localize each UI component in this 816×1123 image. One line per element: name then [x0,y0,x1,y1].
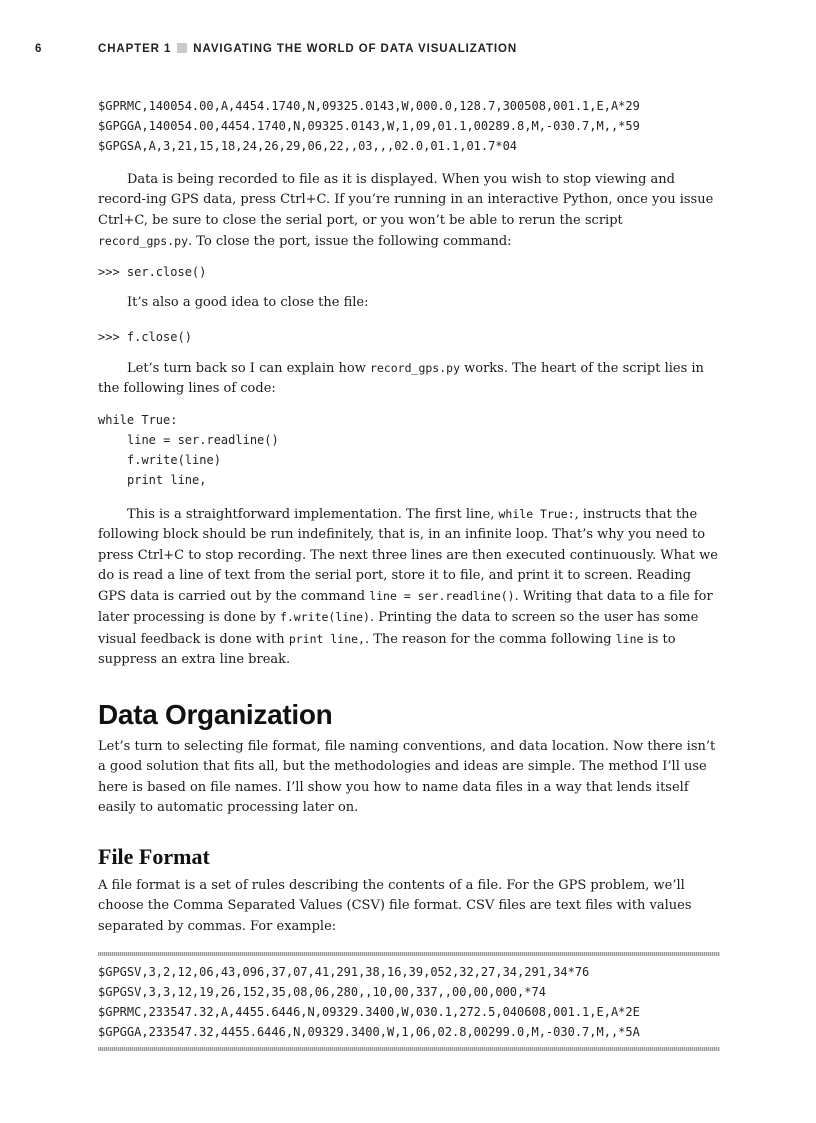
code-block-top-rule [98,952,720,956]
inline-code: record_gps.py [369,361,460,375]
page-number: 6 [35,43,43,55]
code-line: f.write(line) [127,453,221,467]
paragraph-implementation: This is a straightforward implementation. The first line, while True:, instructs that the following block should be run indefinitely, that is, in an infinite loop. That’s why you need to press Ctrl+C to stop recording. The next three lines are then executed continuously. What we do is read a line of text from the serial port, store it to file, and print it to screen. Reading GPS data is carried out by the command line = ser.readline(). Writing that data to a file for later processing is done by f.write(line). Printing the data to screen so the user has some visual feedback is done with print line,. The reason for the comma following line is to suppress an extra line break. [98,507,718,668]
code-line: $GPGSV,3,3,12,19,26,152,35,08,06,280,,10,00,337,,00,00,000,*74 [98,985,546,999]
loop-code-block [98,410,279,490]
code-line: $GPGSA,A,3,21,15,18,24,26,29,06,22,,03,,,02.0,01.1,01.7*04 [98,139,518,153]
command-close-serial: >>> ser.close() [98,265,207,279]
chapter-title: NAVIGATING THE WORLD OF DATA VISUALIZATION [193,43,518,55]
code-line: $GPRMC,233547.32,A,4455.6446,N,09329.3400,W,030.1,272.5,040608,001.1,E,A*2E [98,1005,640,1019]
paragraph-file-format: A file format is a set of rules describing the contents of a file. For the GPS problem, we’ll choose the Comma Separated Values (CSV) file format. CSV files are text files with values separated by commas. For example: [98,878,692,934]
code-line: $GPGGA,140054.00,4454.1740,N,09325.0143,W,1,09,01.1,00289.8,M,-030.7,M,,*59 [98,119,640,133]
subsection-heading-file-format: File Format [98,844,210,869]
running-header [35,43,735,59]
paragraph-stop-recording: Data is being recorded to file as it is displayed. When you wish to stop viewing and record-ing GPS data, press Ctrl+C. If you’re running in an interactive Python, once you issue Ctrl+C, be sure to close the serial port, or you won’t be able to rerun the script record_gps.py. To close the port, issue the following command: [98,172,714,249]
code-line: $GPGGA,233547.32,4455.6446,N,09329.3400,W,1,06,02.8,00299.0,M,-030.7,M,,*5A [98,1025,640,1039]
section-heading-data-organization: Data Organization [98,699,333,730]
paragraph-data-organization: Let’s turn to selecting file format, file naming conventions, and data location. Now there isn’t a good solution that fits all, but the methodologies and ideas are simple. The method I’ll use here is based on file names. I’ll show you how to name data files in a way that lends itself easily to automatic processing later on. [98,739,716,815]
code-block-bottom-rule [98,1047,720,1051]
chapter-label: CHAPTER 1 [98,43,172,55]
paragraph-close-file: It’s also a good idea to close the file: [127,295,369,310]
code-line: $GPGSV,3,2,12,06,43,096,37,07,41,291,38,16,39,052,32,27,34,291,34*76 [98,965,590,979]
code-line: print line, [127,473,207,487]
nmea-output-block [98,96,640,156]
square-separator-icon [177,43,187,53]
paragraph-explain-script: Let’s turn back so I can explain how record_gps.py works. The heart of the script lies in the following lines of code: [98,361,704,397]
inline-code: record_gps.py [98,233,189,248]
chapter-heading [98,43,517,55]
code-line: $GPRMC,140054.00,A,4454.1740,N,09325.0143,W,000.0,128.7,300508,001.1,E,A*29 [98,99,640,113]
code-line: line = ser.readline() [127,433,279,447]
command-close-file: >>> f.close() [98,330,192,344]
code-line: while True: [98,413,178,427]
csv-example-block [98,962,640,1042]
